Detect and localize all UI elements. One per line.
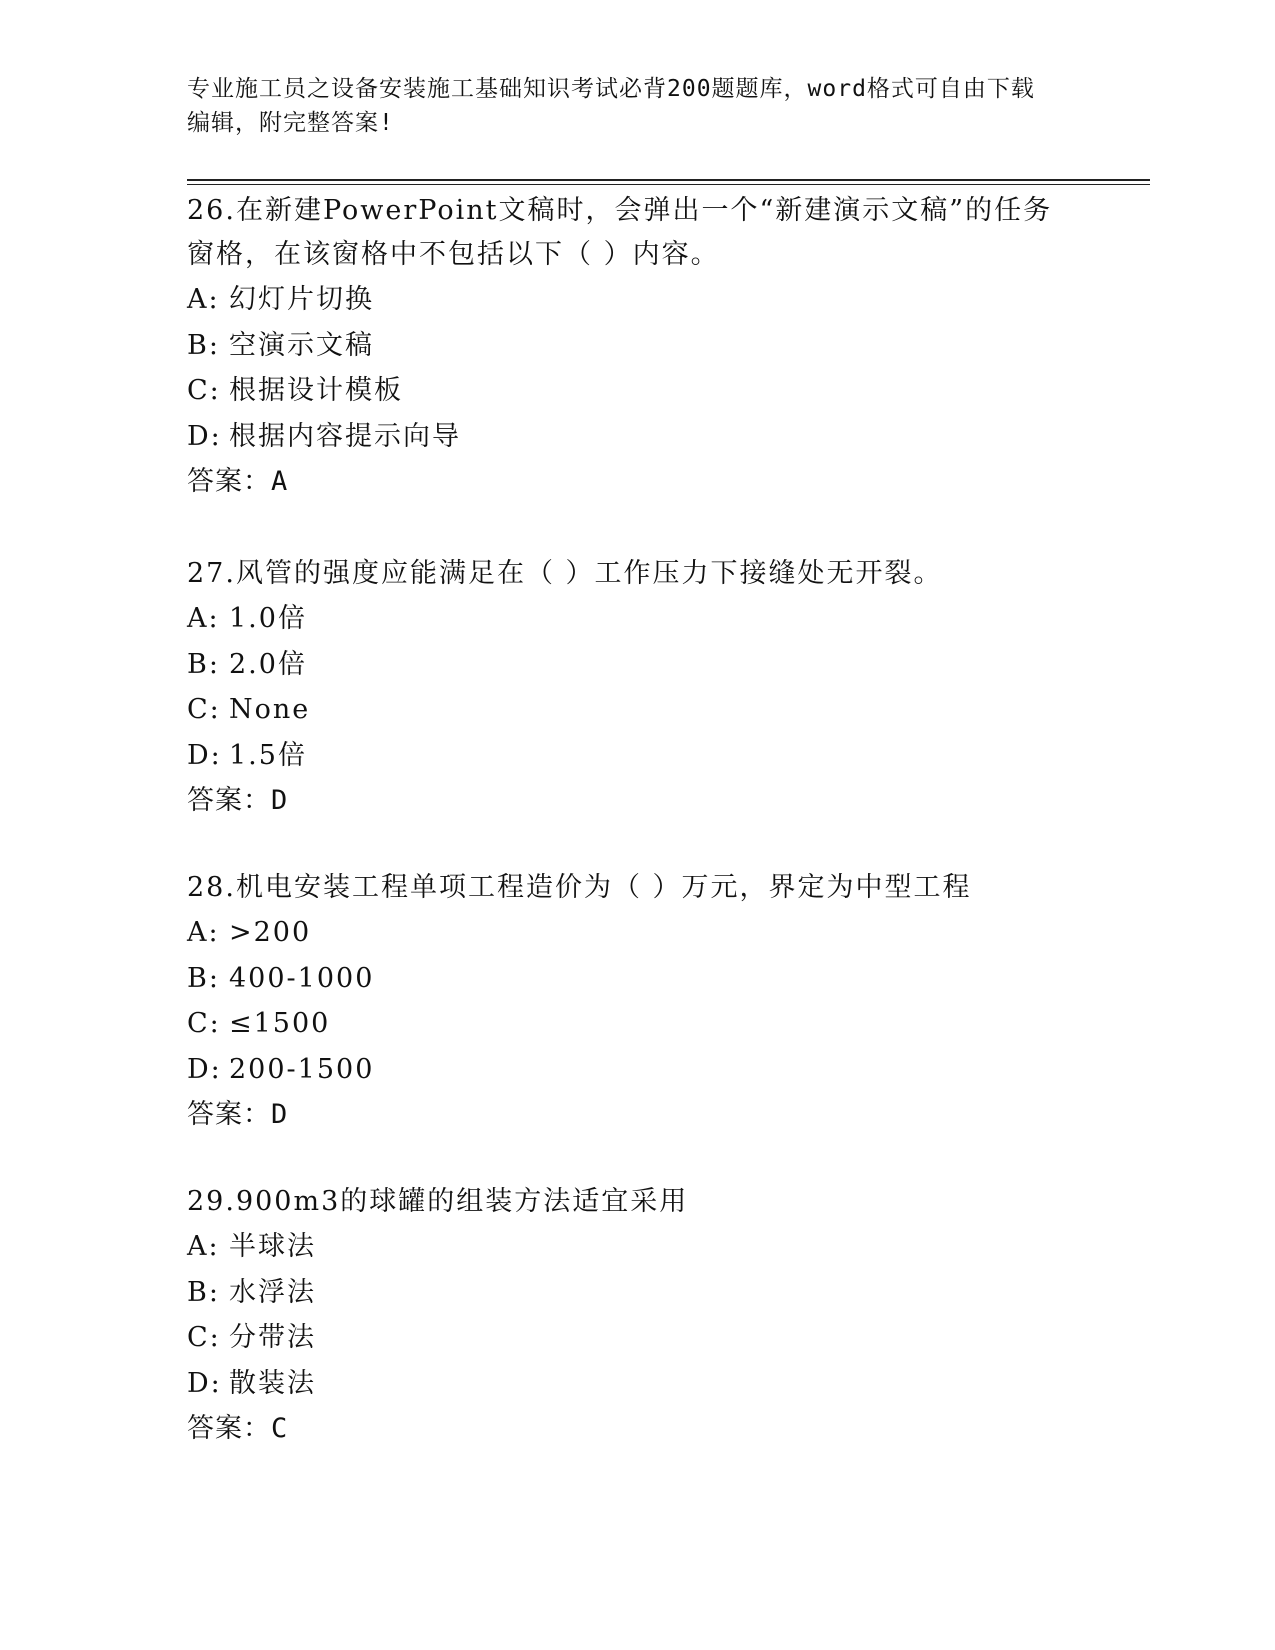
- answer-line: 答案：D: [187, 785, 289, 816]
- option-d: [187, 733, 1067, 779]
- option-key: A:: [187, 284, 220, 315]
- header-line-2: 编辑，附完整答案!: [187, 110, 394, 136]
- header-divider-thin: [187, 184, 1150, 185]
- option-text: 根据设计模板: [229, 375, 403, 406]
- option-b: [187, 642, 1067, 688]
- option-text: 半球法: [229, 1231, 316, 1262]
- option-d: [187, 1047, 1067, 1093]
- option-text: 400-1000: [229, 962, 375, 994]
- option-key: C:: [187, 375, 221, 406]
- option-b: [187, 1270, 1067, 1316]
- option-b: [187, 323, 1067, 369]
- option-key: B:: [187, 648, 220, 680]
- option-key: C:: [187, 1322, 221, 1353]
- option-b: [187, 956, 1067, 1002]
- option-text: ≤1500: [229, 1008, 331, 1039]
- option-a: [187, 910, 1067, 956]
- header-divider-thick: [187, 179, 1150, 181]
- question-stem: 27.风管的强度应能满足在（ ）工作压力下接缝处无开裂。: [187, 558, 943, 589]
- option-text: 1.0倍: [229, 603, 307, 634]
- option-text: 分带法: [229, 1322, 316, 1353]
- answer-line: 答案：C: [187, 1413, 289, 1444]
- option-c: [187, 368, 1067, 414]
- option-key: B:: [187, 329, 220, 361]
- answer-line: 答案：A: [187, 466, 289, 497]
- option-text: 根据内容提示向导: [229, 420, 461, 452]
- option-key: A:: [187, 917, 220, 948]
- option-text: 幻灯片切换: [229, 284, 374, 315]
- question-stem: 29.900m3的球罐的组装方法适宜采用: [187, 1186, 689, 1217]
- option-a: [187, 596, 1067, 642]
- option-c: [187, 687, 1067, 733]
- question-stem-continued: 窗格，在该窗格中不包括以下（ ）内容。: [187, 239, 720, 270]
- document-header: [187, 72, 1067, 140]
- option-d: [187, 414, 1067, 460]
- option-text: 1.5倍: [229, 739, 307, 771]
- option-key: C:: [187, 1008, 221, 1039]
- option-text: 散装法: [229, 1367, 316, 1399]
- option-text: >200: [229, 917, 312, 948]
- question-stem: 28.机电安装工程单项工程造价为（ ）万元，界定为中型工程: [187, 872, 972, 903]
- option-key: A:: [187, 1231, 220, 1262]
- option-c: [187, 1315, 1067, 1361]
- answer-line: 答案：D: [187, 1099, 289, 1130]
- question-26: [187, 189, 1067, 504]
- option-text: 200-1500: [229, 1053, 375, 1085]
- option-text: 2.0倍: [229, 648, 307, 680]
- option-key: D:: [187, 420, 222, 452]
- option-text: 水浮法: [229, 1276, 316, 1308]
- question-27: [187, 552, 1067, 823]
- option-c: [187, 1001, 1067, 1047]
- option-key: D:: [187, 1053, 222, 1085]
- option-key: D:: [187, 1367, 222, 1399]
- option-a: [187, 277, 1067, 323]
- option-key: B:: [187, 1276, 220, 1308]
- question-29: [187, 1180, 1067, 1451]
- question-stem: 26.在新建PowerPoint文稿时，会弹出一个“新建演示文稿”的任务: [187, 195, 1053, 226]
- option-key: B:: [187, 962, 220, 994]
- option-d: [187, 1361, 1067, 1407]
- option-text: 空演示文稿: [229, 329, 374, 361]
- option-key: D:: [187, 739, 222, 771]
- option-a: [187, 1224, 1067, 1270]
- header-line-1: 专业施工员之设备安装施工基础知识考试必背200题题库，word格式可自由下载: [187, 76, 1035, 102]
- option-key: A:: [187, 603, 220, 634]
- question-28: [187, 866, 1067, 1137]
- option-text: None: [229, 694, 311, 725]
- option-key: C:: [187, 694, 221, 725]
